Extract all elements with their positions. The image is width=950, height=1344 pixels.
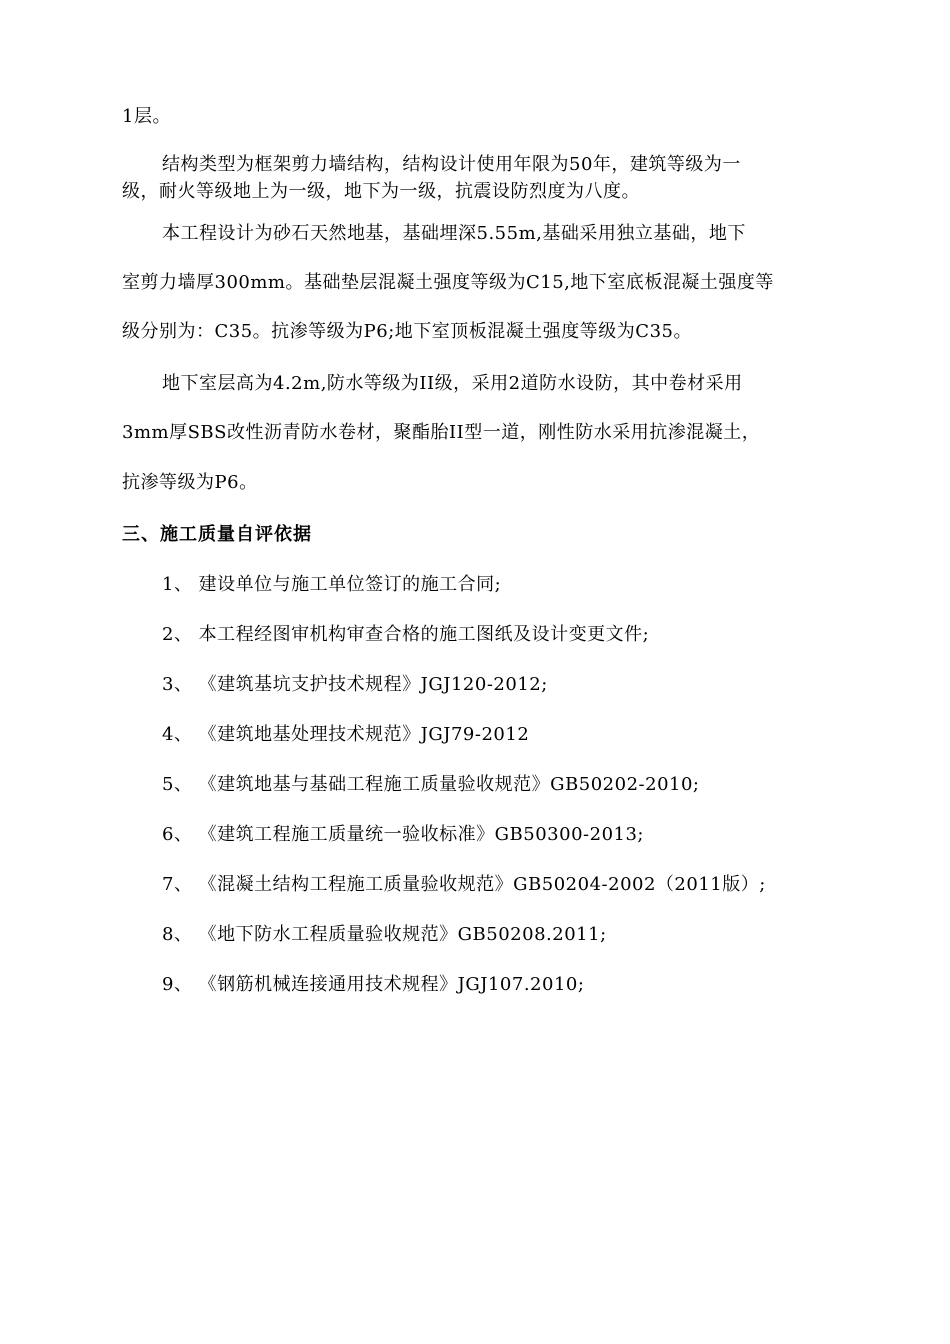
foundation-paragraph-line-2: 室剪力墙厚300mm。基础垫层混凝土强度等级为C15,地下室底板混凝土强度等 (122, 272, 774, 293)
basis-item-2: 2、 本工程经图审机构审查合格的施工图纸及设计变更文件; (162, 624, 650, 645)
waterproof-paragraph-line-1: 地下室层高为4.2m,防水等级为II级，采用2道防水设防，其中卷材采用 (162, 373, 743, 394)
basis-item-8: 8、 《地下防水工程质量验收规范》GB50208.2011; (162, 924, 607, 945)
basis-item-4: 4、 《建筑地基处理技术规范》JGJ79-2012 (162, 724, 530, 745)
basis-item-1: 1、 建设单位与施工单位签订的施工合同; (162, 574, 502, 595)
basis-item-5: 5、 《建筑地基与基础工程施工质量验收规范》GB50202-2010; (162, 774, 700, 795)
paragraph-fragment: 1层。 (122, 106, 171, 127)
basis-item-6: 6、 《建筑工程施工质量统一验收标准》GB50300-2013; (162, 824, 644, 845)
foundation-paragraph-line-1: 本工程设计为砂石天然地基，基础埋深5.55m,基础采用独立基础，地下 (162, 223, 746, 244)
foundation-paragraph-line-3: 级分别为：C35。抗渗等级为P6;地下室顶板混凝土强度等级为C35。 (122, 321, 692, 342)
basis-item-3: 3、 《建筑基坑支护技术规程》JGJ120-2012; (162, 674, 548, 695)
structure-paragraph-line-1: 结构类型为框架剪力墙结构，结构设计使用年限为50年，建筑等级为一 (162, 154, 741, 175)
waterproof-paragraph-line-3: 抗渗等级为P6。 (122, 472, 258, 493)
section-heading: 三、施工质量自评依据 (122, 524, 312, 545)
basis-item-7: 7、 《混凝土结构工程施工质量验收规范》GB50204-2002（2011版）; (162, 874, 766, 895)
basis-item-9: 9、 《钢筋机械连接通用技术规程》JGJ107.2010; (162, 974, 585, 995)
structure-paragraph-line-2: 级，耐火等级地上为一级，地下为一级，抗震设防烈度为八度。 (122, 181, 640, 202)
waterproof-paragraph-line-2: 3mm厚SBS改性沥青防水卷材，聚酯胎II型一道，刚性防水采用抗渗混凝土， (122, 422, 761, 443)
